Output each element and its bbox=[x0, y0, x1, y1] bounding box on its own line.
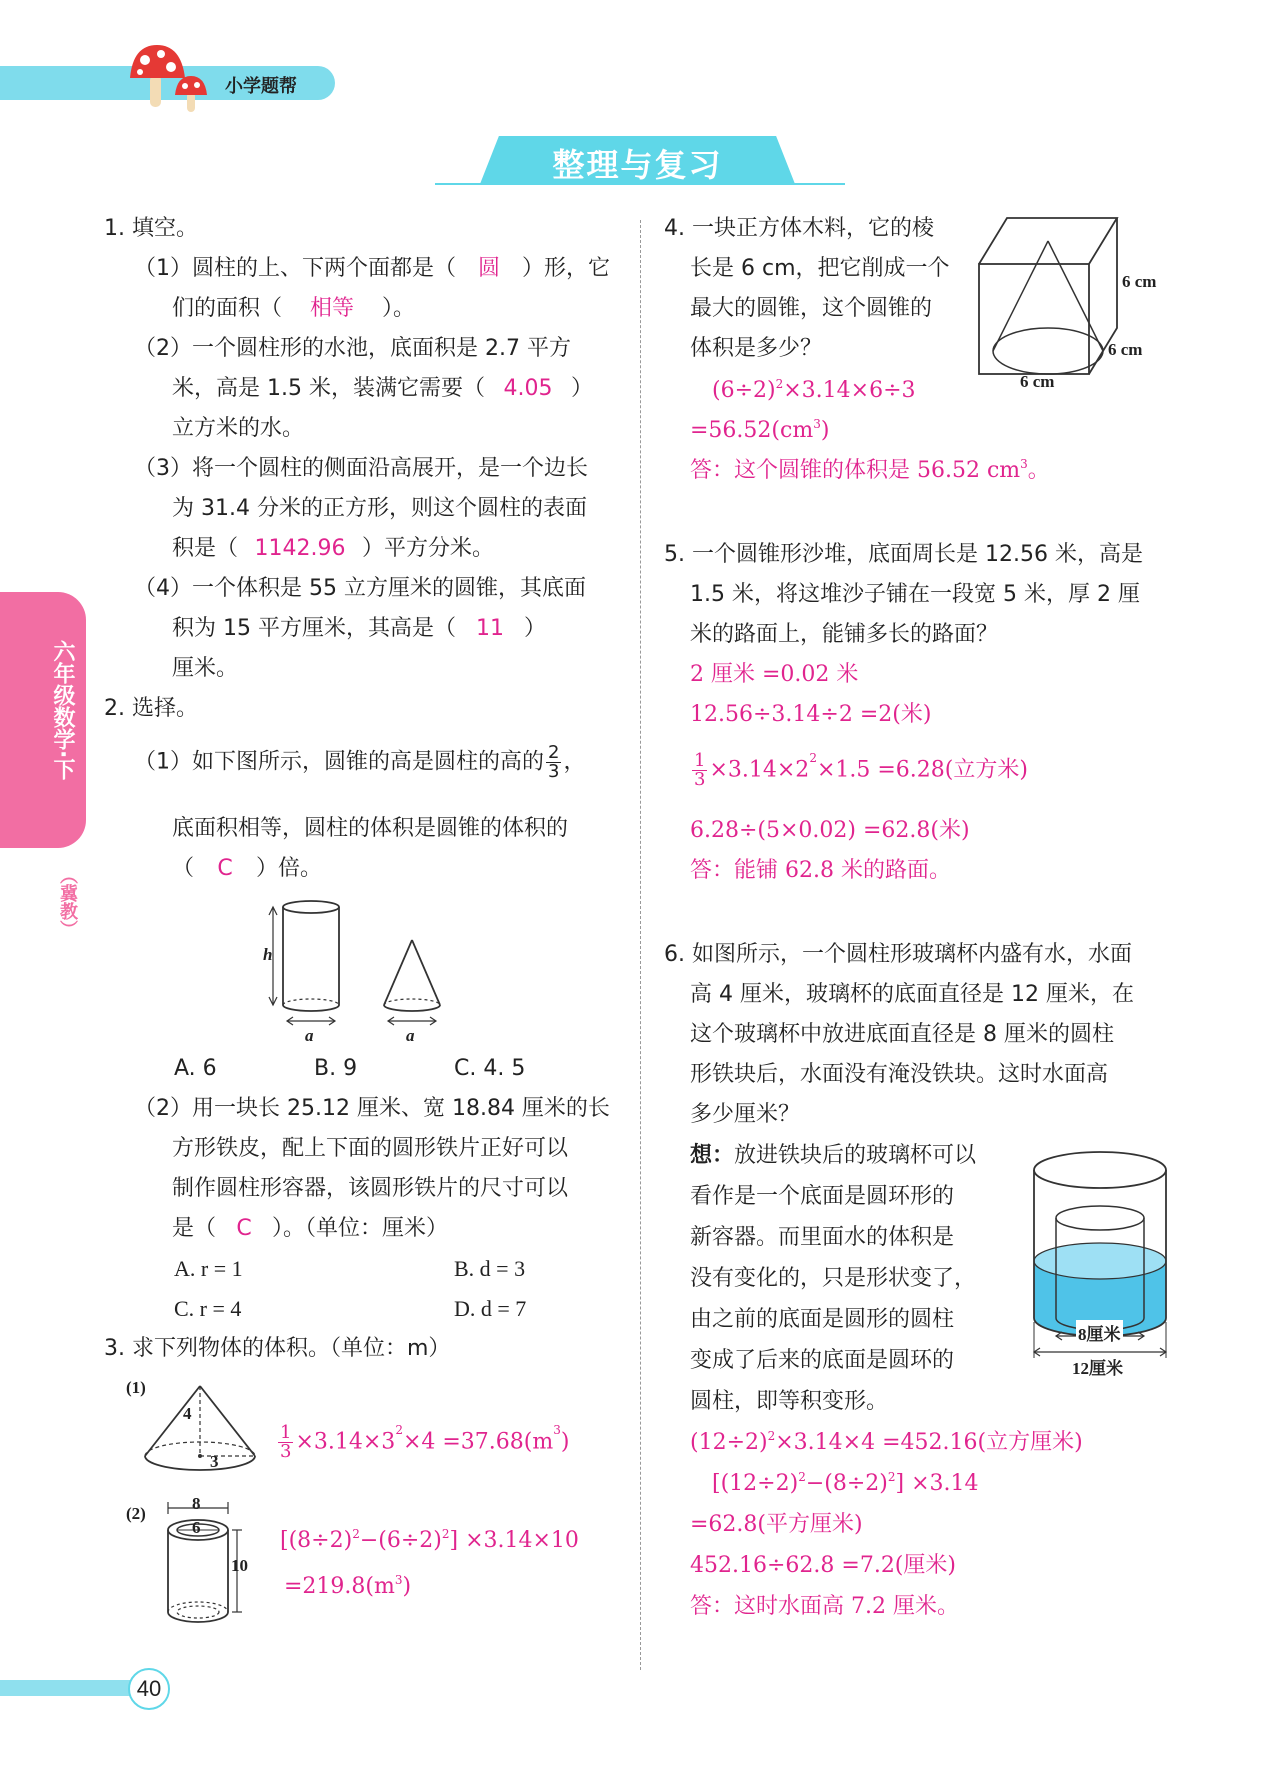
q6-think-line6: 变成了后来的底面是圆环的 bbox=[690, 1348, 955, 1373]
q2-s2-text-e: ）。（单位：厘米） bbox=[272, 1216, 449, 1241]
q2-s2-line2: 方形铁皮，配上下面的圆形铁片正好可以 bbox=[172, 1136, 569, 1161]
brand-name: 小学题帮 bbox=[225, 76, 297, 97]
page-number bbox=[128, 1668, 170, 1710]
q2-s1-text-d: ）倍。 bbox=[256, 856, 323, 881]
q2-s2-option-a: A. r = 1 bbox=[174, 1256, 243, 1281]
q2-s1-fraction bbox=[546, 744, 561, 781]
q2-s1-line1 bbox=[134, 744, 585, 781]
q4-answer-line1 bbox=[712, 378, 916, 404]
q4-line4: 体积是多少？ bbox=[690, 336, 823, 361]
q2-s1-text-a: （1）如下图所示，圆锥的高是圆柱的高的 bbox=[134, 749, 544, 775]
q3-fig1-radius: 3 bbox=[210, 1452, 219, 1471]
q3-fig2-answer-line2 bbox=[284, 1574, 411, 1600]
q1-p4-line2 bbox=[172, 616, 546, 642]
q3-fig2-l2a: =219.8(m bbox=[284, 1574, 395, 1599]
q1-p3-answer: 1142.96 bbox=[254, 536, 346, 561]
q3-title: 3. 求下列物体的体积。（单位：m） bbox=[104, 1336, 451, 1361]
q3-fig1-label: (1) bbox=[126, 1378, 146, 1397]
q2-s2-option-c: C. r = 4 bbox=[174, 1296, 242, 1321]
q6-think-label: 想： bbox=[690, 1143, 735, 1168]
fig-height-label: h bbox=[263, 945, 273, 964]
q5-line1: 5. 一个圆锥形沙堆，底面周长是 12.56 米，高是 bbox=[664, 542, 1143, 567]
q3-fig1-sup1: 2 bbox=[395, 1423, 403, 1437]
q1-p2-line2 bbox=[172, 376, 593, 402]
sidebar-grade-label: 六年级数学·下 bbox=[50, 640, 75, 781]
q4-answer-line3 bbox=[690, 458, 1050, 484]
q2-s2-answer: C bbox=[236, 1216, 252, 1241]
q5-line2: 1.5 米，将这堆沙子铺在一段宽 5 米，厚 2 厘 bbox=[690, 582, 1140, 607]
q2-s2-option-b: B. d = 3 bbox=[454, 1256, 526, 1281]
q6-a1a: (12÷2) bbox=[690, 1430, 768, 1455]
q1-p1-answer1: 圆 bbox=[477, 256, 500, 281]
q2-s1-answer: C bbox=[217, 856, 233, 881]
q1-title: 1. 填空。 bbox=[104, 216, 198, 241]
q6-answer-line2 bbox=[712, 1471, 979, 1497]
q6-th1: 放进铁块后的玻璃杯可以 bbox=[734, 1143, 977, 1168]
q1-p1-text-b: ）形，它 bbox=[522, 256, 611, 281]
q5-frac-num: 1 bbox=[694, 750, 706, 771]
q4-a1-sup: 2 bbox=[775, 377, 784, 391]
q5-fraction bbox=[692, 752, 707, 789]
q1-p3-line1: （3）将一个圆柱的侧面沿高展开，是一个边长 bbox=[134, 456, 588, 481]
q2-title: 2. 选择。 bbox=[104, 696, 198, 721]
q3-fig2-l2b: ) bbox=[402, 1574, 412, 1599]
q1-p4-line3: 厘米。 bbox=[172, 656, 239, 681]
q6-answer-line4: 452.16÷62.8 =7.2(厘米) bbox=[690, 1553, 956, 1578]
q6-answer-line5: 答：这时水面高 7.2 厘米。 bbox=[690, 1594, 959, 1619]
q4-dim-bottom: 6 cm bbox=[1020, 372, 1055, 391]
q5-answer-line2: 12.56÷3.14÷2 =2(米) bbox=[690, 702, 932, 727]
q6-line1: 6. 如图所示，一个圆柱形玻璃杯内盛有水，水面 bbox=[664, 942, 1132, 967]
q4-answer-line2 bbox=[690, 418, 829, 444]
q3-fig2-sup1: 2 bbox=[352, 1527, 360, 1541]
sidebar-edition-label: （冀教） bbox=[57, 866, 78, 938]
q1-p1-text-c: 们的面积（ bbox=[172, 296, 283, 321]
q1-p3-line2: 为 31.4 分米的正方形，则这个圆柱的表面 bbox=[172, 496, 587, 521]
q6-answer-line3: =62.8(平方厘米) bbox=[690, 1512, 863, 1537]
q2-s2-line4 bbox=[172, 1216, 448, 1242]
q1-p1-line1 bbox=[134, 256, 610, 282]
section-title: 整理与复习 bbox=[552, 146, 723, 184]
q6-a1-sup: 2 bbox=[767, 1429, 776, 1443]
q1-p2-text-b: 米，高是 1.5 米，装满它需要（ bbox=[172, 376, 485, 401]
q2-s1-option-b: B. 9 bbox=[314, 1056, 358, 1081]
page-number-text: 40 bbox=[136, 1676, 162, 1701]
q5-answer-line1: 2 厘米 =0.02 米 bbox=[690, 662, 859, 687]
q6-line2: 高 4 厘米，玻璃杯的底面直径是 12 厘米，在 bbox=[690, 982, 1134, 1007]
fig-cylinder-base-label: a bbox=[305, 1026, 314, 1045]
q3-fig2-inner-diameter: 6 bbox=[192, 1518, 201, 1537]
q2-s1-line2: 底面积相等，圆柱的体积是圆锥的体积的 bbox=[172, 816, 569, 841]
q3-fig1-close: ) bbox=[560, 1429, 570, 1455]
q5-line3: 米的路面上，能铺多长的路面？ bbox=[690, 622, 999, 647]
q3-fig2-sup3: 3 bbox=[394, 1573, 403, 1587]
q5-answer-line3 bbox=[690, 752, 1028, 789]
q1-p2-answer: 4.05 bbox=[503, 376, 553, 401]
q5-answer-line4: 6.28÷(5×0.02) =62.8(米) bbox=[690, 818, 970, 843]
q4-line1: 4. 一块正方体木料，它的棱 bbox=[664, 216, 934, 241]
column-divider bbox=[640, 220, 641, 1670]
q6-a1b: ×3.14×4 =452.16(立方厘米) bbox=[775, 1430, 1083, 1455]
q5-a3b: ×1.5 =6.28(立方米) bbox=[816, 757, 1028, 783]
q6-line5: 多少厘米？ bbox=[690, 1102, 801, 1127]
q2-s1-frac-den: 3 bbox=[548, 761, 560, 782]
q1-p1-text-d: ）。 bbox=[382, 296, 416, 321]
q3-fig1-answer bbox=[276, 1424, 569, 1461]
q6-think-line1 bbox=[690, 1143, 976, 1169]
q3-fig1-expr-b: ×4 =37.68(m bbox=[402, 1429, 554, 1455]
q4-a2a: =56.52(cm bbox=[690, 418, 814, 443]
q3-fig1-expr-a: ×3.14×3 bbox=[295, 1429, 396, 1455]
q3-fig2-l1b: −(6÷2) bbox=[359, 1528, 442, 1553]
q2-s2-text-d: 是（ bbox=[172, 1216, 217, 1241]
q6-think-line4: 没有变化的，只是形状变了， bbox=[690, 1266, 977, 1291]
q1-p3-text-d: ）平方分米。 bbox=[362, 536, 495, 561]
q4-a3b: 。 bbox=[1027, 458, 1050, 483]
footer-bar bbox=[0, 1680, 148, 1696]
q4-dim-right: 6 cm bbox=[1122, 272, 1157, 291]
cylinder-cone-figure bbox=[265, 895, 455, 1049]
q3-fig2-outer-diameter: 8 bbox=[192, 1494, 201, 1513]
q2-s1-option-c: C. 4. 5 bbox=[454, 1056, 526, 1081]
q3-fig2-l1a: [(8÷2) bbox=[280, 1528, 353, 1553]
q6-dim-inner: 8厘米 bbox=[1076, 1320, 1123, 1345]
q6-think-line7: 圆柱，即等积变形。 bbox=[690, 1389, 889, 1414]
q4-line2: 长是 6 cm，把它削成一个 bbox=[690, 256, 950, 281]
q2-s1-frac-num: 2 bbox=[548, 742, 560, 763]
q6-line4: 形铁块后，水面没有淹没铁块。这时水面高 bbox=[690, 1062, 1109, 1087]
fig-cone-base-label: a bbox=[406, 1026, 415, 1045]
q6-a2-sup1: 2 bbox=[798, 1470, 806, 1484]
q4-a3-sup: 3 bbox=[1020, 457, 1028, 471]
q1-p3-text-c: 积是（ bbox=[172, 536, 239, 561]
q2-s1-text-c: （ bbox=[172, 856, 195, 881]
q1-p1-answer2: 相等 bbox=[310, 296, 355, 321]
q3-fig1-fraction bbox=[278, 1424, 293, 1461]
q2-s2-option-d: D. d = 7 bbox=[454, 1296, 527, 1321]
q6-a2-sup2: 2 bbox=[887, 1470, 896, 1484]
q1-p2-text-c: ） bbox=[570, 376, 593, 401]
q5-frac-den: 3 bbox=[694, 769, 706, 790]
q6-answer-line1 bbox=[690, 1430, 1083, 1456]
q1-p4-text-c: ） bbox=[523, 616, 546, 641]
q3-fig1-height: 4 bbox=[183, 1404, 192, 1423]
q3-fig2-label: (2) bbox=[126, 1504, 146, 1523]
mushroom-logo-icon bbox=[125, 40, 215, 119]
q2-s1-comma: ， bbox=[563, 749, 586, 775]
cube-cone-figure bbox=[975, 212, 1125, 386]
q1-p2-line3: 立方米的水。 bbox=[172, 416, 305, 441]
q6-a2a: [(12÷2) bbox=[712, 1471, 799, 1496]
q2-s2-line1: （2）用一块长 25.12 厘米、宽 18.84 厘米的长 bbox=[134, 1096, 610, 1121]
q1-p4-answer: 11 bbox=[475, 616, 504, 641]
q6-think-line5: 由之前的底面是圆形的圆柱 bbox=[690, 1307, 955, 1332]
q6-a2c: ] ×3.14 bbox=[895, 1471, 979, 1496]
q1-p3-line3 bbox=[172, 536, 494, 562]
q2-s1-line3 bbox=[172, 856, 322, 882]
q3-fig2-height: 10 bbox=[231, 1556, 248, 1575]
q4-a2-sup: 3 bbox=[813, 417, 821, 431]
q4-a1b: ×3.14×6÷3 bbox=[783, 378, 916, 403]
q3-fig2-sup2: 2 bbox=[441, 1527, 450, 1541]
q6-a2b: −(8÷2) bbox=[805, 1471, 888, 1496]
q1-p4-text-b: 积为 15 平方厘米，其高是（ bbox=[172, 616, 456, 641]
q1-p1-text-a: （1）圆柱的上、下两个面都是（ bbox=[134, 256, 456, 281]
q5-answer-line5: 答：能铺 62.8 米的路面。 bbox=[690, 858, 951, 883]
q2-s2-line3: 制作圆柱形容器，该圆形铁片的尺寸可以 bbox=[172, 1176, 569, 1201]
q3-fig2-l1c: ] ×3.14×10 bbox=[449, 1528, 579, 1553]
q3-fig2-answer-line1 bbox=[280, 1528, 579, 1554]
q4-dim-side: 6 cm bbox=[1108, 340, 1143, 359]
q4-a3a: 答：这个圆锥的体积是 56.52 cm bbox=[690, 458, 1021, 483]
q3-fig1-frac-den: 3 bbox=[280, 1441, 292, 1462]
q1-p4-line1: （4）一个体积是 55 立方厘米的圆锥，其底面 bbox=[134, 576, 586, 601]
q1-p1-line2 bbox=[172, 296, 415, 322]
q5-a3-sup: 2 bbox=[809, 751, 817, 765]
q6-dim-outer: 12厘米 bbox=[1070, 1354, 1125, 1379]
q6-think-line2: 看作是一个底面是圆环形的 bbox=[690, 1184, 955, 1209]
q4-line3: 最大的圆锥，这个圆锥的 bbox=[690, 296, 933, 321]
q4-a2b: ) bbox=[820, 418, 830, 443]
q6-think-line3: 新容器。而里面水的体积是 bbox=[690, 1225, 955, 1250]
q4-a1a: (6÷2) bbox=[712, 378, 776, 403]
q3-fig1-frac-num: 1 bbox=[280, 1422, 292, 1443]
cone-figure bbox=[140, 1378, 270, 1482]
q6-line3: 这个玻璃杯中放进底面直径是 8 厘米的圆柱 bbox=[690, 1022, 1114, 1047]
q2-s1-option-a: A. 6 bbox=[174, 1056, 217, 1081]
q1-p2-line1: （2）一个圆柱形的水池，底面积是 2.7 平方 bbox=[134, 336, 571, 361]
q3-fig1-sup2: 3 bbox=[553, 1423, 561, 1437]
q5-a3a: ×3.14×2 bbox=[709, 757, 810, 783]
